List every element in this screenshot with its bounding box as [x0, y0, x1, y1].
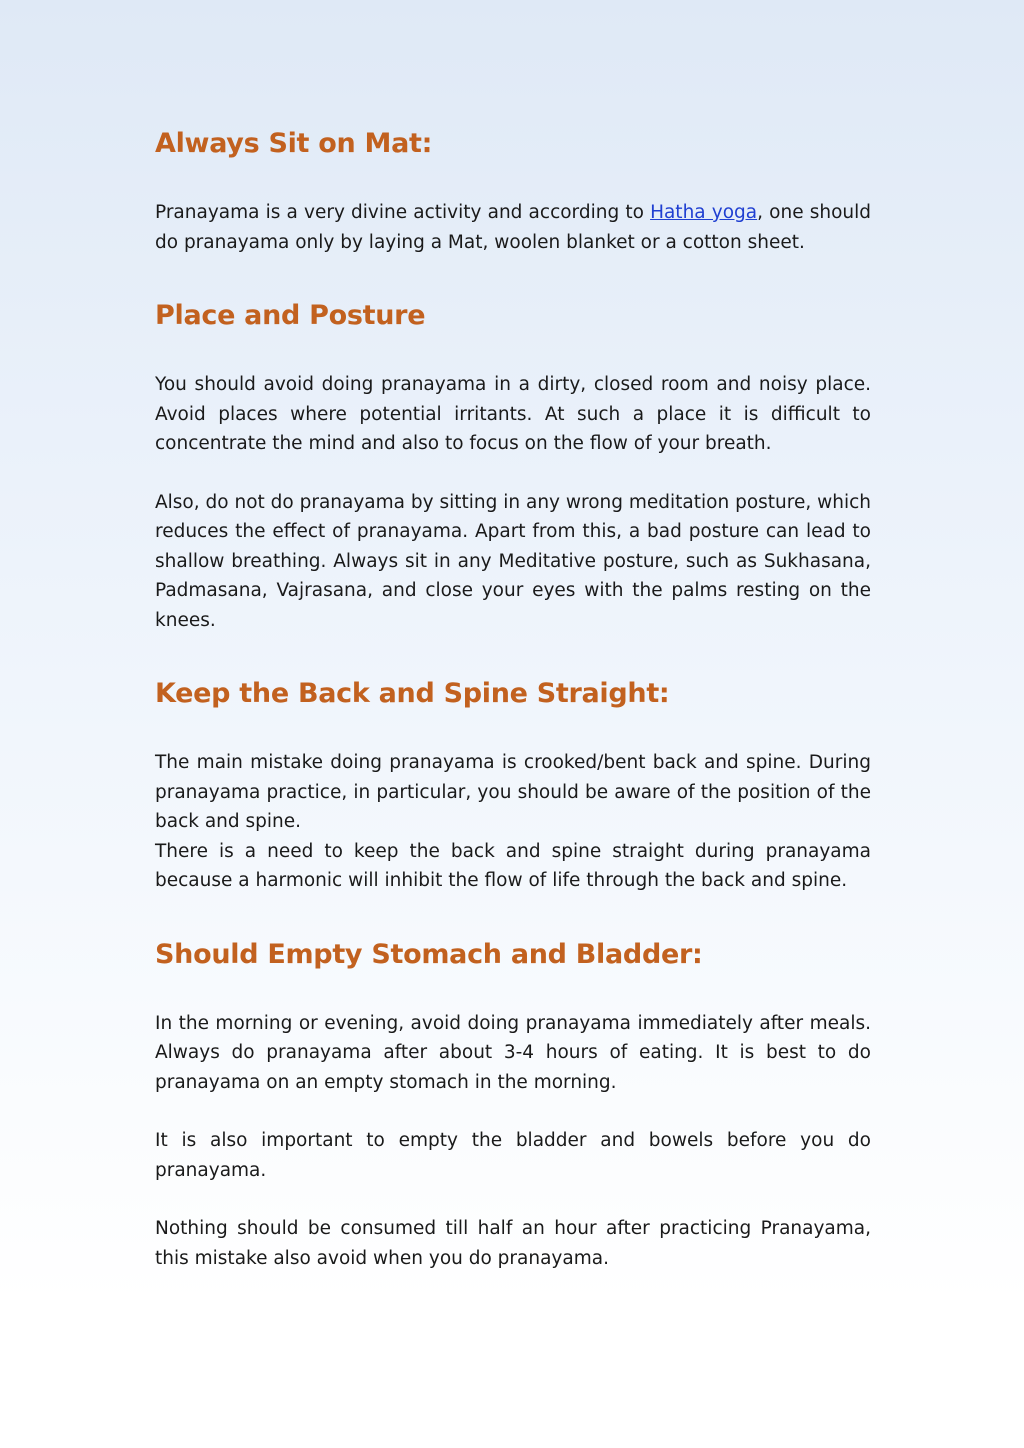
paragraph-mat-text-end: , one should do pranayama only by laying a Mat, woolen blanket or a cotton sheet.: [155, 202, 872, 253]
paragraph-spine-straight: There is a need to keep the back and spine straight during pranayama because a harmonic will inhibit the flow of life through the back and spine.: [155, 840, 871, 891]
heading-empty-stomach: Should Empty Stomach and Bladder:: [155, 938, 703, 970]
document-content: [155, 122, 871, 1273]
paragraph-bladder: It is also important to empty the bladder and bowels before you do pranayama.: [155, 1130, 871, 1181]
heading-back-and-spine: Keep the Back and Spine Straight:: [155, 678, 670, 709]
paragraph-mat-text-start: Pranayama is a very divine activity and according to: [155, 202, 651, 223]
hatha-yoga-link[interactable]: Hatha yoga: [650, 202, 758, 223]
paragraph-after-practice: Nothing should be consumed till half an hour after practicing Pranayama, this mistake also avoid when you do pranayama.: [155, 1218, 871, 1269]
paragraph-spine-mistake: The main mistake doing pranayama is crooked/bent back and spine. During pranayama practice, in particular, you should be aware of the position of the back and spine.: [155, 752, 871, 832]
heading-place-and-posture: Place and Posture: [155, 300, 426, 331]
paragraph-posture: Also, do not do pranayama by sitting in any wrong meditation posture, which reduces the effect of pranayama. Apart from this, a bad posture can lead to shallow breathing. Always sit in any Meditative posture, such as Sukhasana, Padmasana, Vajrasana, and close your eyes with the palms resting on the knees.: [155, 491, 871, 631]
paragraph-meals: In the morning or evening, avoid doing pranayama immediately after meals. Always do pranayama after about 3-4 hours of eating. It is best to do pranayama on an empty stomach in the morning.: [155, 1012, 871, 1093]
paragraph-mat: [155, 198, 871, 257]
heading-always-sit-on-mat: Always Sit on Mat:: [155, 128, 433, 159]
paragraph-place: You should avoid doing pranayama in a dirty, closed room and noisy place. Avoid places where potential irritants. At such a place it is difficult to concentrate the mind and also to focus on the flow of your breath.: [155, 374, 871, 454]
